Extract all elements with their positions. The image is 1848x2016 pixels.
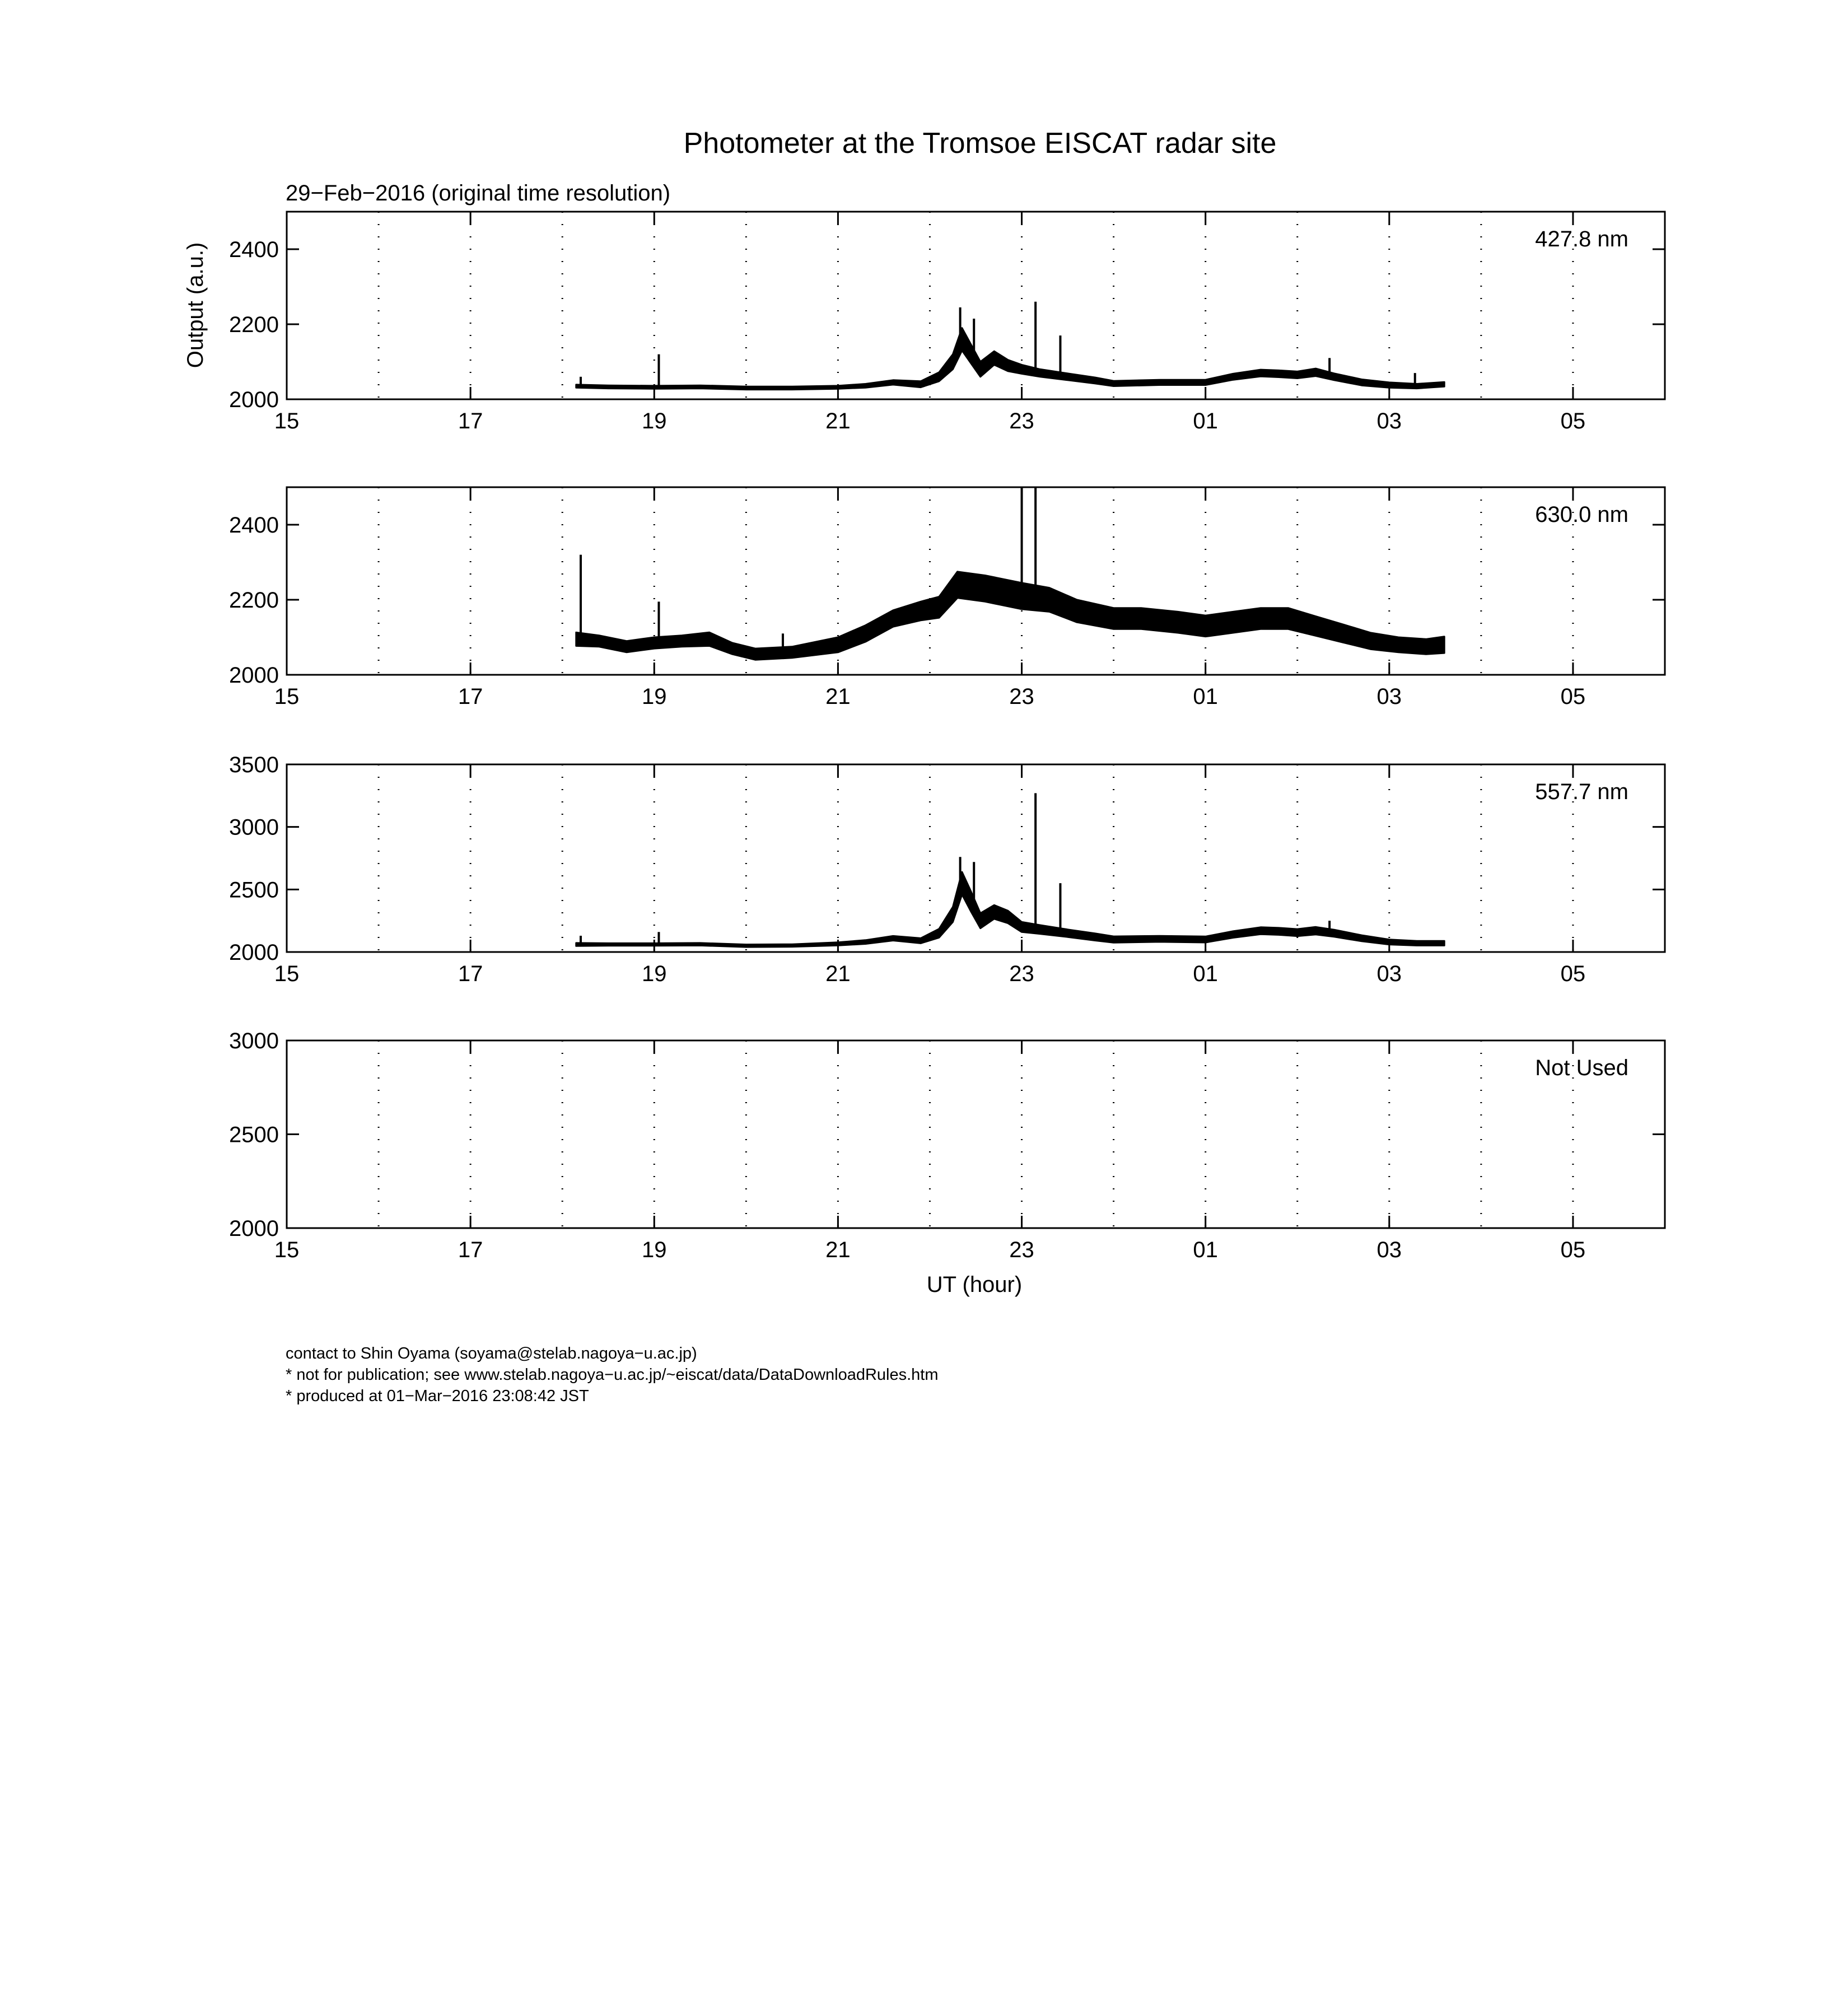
x-tick-label: 05 [1560,684,1586,709]
x-tick-label: 03 [1376,962,1402,986]
axes-frame [287,764,1665,952]
panel-label: 630.0 nm [1535,502,1628,527]
y-tick-label: 2400 [229,513,279,538]
x-tick-label: 19 [642,684,667,709]
axes-frame [287,1040,1665,1228]
x-tick-label: 21 [825,409,851,433]
y-tick-label: 2000 [229,388,279,412]
footer-notes [286,1343,939,1407]
x-tick-label: 19 [642,1238,667,1262]
x-tick-label: 05 [1560,409,1586,433]
x-tick-label: 05 [1560,962,1586,986]
x-tick-label: 19 [642,409,667,433]
x-tick-label: 17 [458,1238,483,1262]
chart-subtitle: 29−Feb−2016 (original time resolution) [286,181,671,206]
x-tick-label: 03 [1376,409,1402,433]
x-tick-label: 23 [1009,684,1034,709]
y-tick-label: 2500 [229,878,279,903]
x-tick-label: 23 [1009,409,1034,433]
y-tick-label: 2000 [229,663,279,688]
footer-contact: contact to Shin Oyama (soyama@stelab.nagoya−u.ac.jp) [286,1345,697,1362]
x-tick-label: 15 [274,1238,300,1262]
x-tick-label: 21 [825,1238,851,1262]
y-tick-label: 3500 [229,753,279,777]
y-tick-label: 3000 [229,815,279,840]
x-tick-label: 15 [274,409,300,433]
panel-4 [229,1029,1665,1262]
x-tick-label: 15 [274,962,300,986]
y-tick-label: 2500 [229,1122,279,1147]
y-tick-label: 2200 [229,312,279,337]
x-tick-label: 23 [1009,962,1034,986]
x-tick-label: 19 [642,962,667,986]
y-tick-label: 2000 [229,1216,279,1241]
footer-produced-at: * produced at 01−Mar−2016 23:08:42 JST [286,1387,589,1405]
chart-title: Photometer at the Tromsoe EISCAT radar site [683,127,1277,160]
x-tick-label: 23 [1009,1238,1034,1262]
x-tick-label: 01 [1193,1238,1218,1262]
x-tick-label: 21 [825,962,851,986]
panel-3 [229,753,1665,986]
x-tick-label: 01 [1193,409,1218,433]
series-envelope [576,572,1444,660]
x-axis-label: UT (hour) [926,1272,1023,1297]
x-tick-label: 01 [1193,962,1218,986]
panel-label: 427.8 nm [1535,227,1628,251]
x-tick-label: 03 [1376,1238,1402,1262]
x-tick-label: 21 [825,684,851,709]
panel-label: 557.7 nm [1535,780,1628,804]
panel-1 [229,212,1665,433]
x-tick-label: 15 [274,684,300,709]
panel-2 [229,487,1665,709]
y-tick-label: 2000 [229,940,279,965]
x-tick-label: 17 [458,962,483,986]
y-tick-label: 2400 [229,237,279,262]
x-tick-label: 03 [1376,684,1402,709]
y-axis-label: Output (a.u.) [183,242,208,368]
y-tick-label: 3000 [229,1029,279,1053]
x-tick-label: 01 [1193,684,1218,709]
series-envelope [576,872,1444,947]
series-envelope [576,328,1444,390]
x-tick-label: 05 [1560,1238,1586,1262]
y-tick-label: 2200 [229,588,279,613]
chart-panels [229,212,1665,1262]
x-tick-label: 17 [458,684,483,709]
x-tick-label: 17 [458,409,483,433]
footer-publication-note: * not for publication; see www.stelab.nagoya−u.ac.jp/~eiscat/data/DataDownloadRules.htm [286,1366,939,1384]
panel-label: Not Used [1535,1056,1628,1080]
